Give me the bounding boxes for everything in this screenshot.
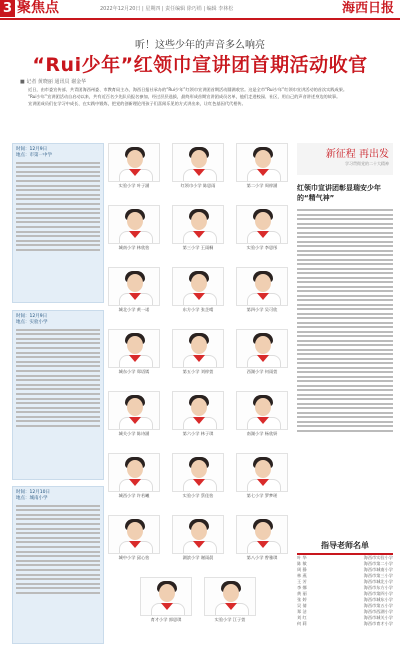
student-portrait — [172, 515, 224, 554]
card-sub: 地点：城南小学 — [16, 496, 48, 501]
card-sub: 地点：市第一中学 — [16, 153, 52, 158]
newspaper-logo: 海西日报 — [341, 1, 394, 16]
card-sub: 地点：实验小学 — [16, 320, 48, 325]
card-title: 时间：12月9日 — [16, 314, 48, 319]
teacher-row — [297, 621, 393, 627]
student-photo — [172, 267, 224, 313]
student-portrait — [236, 515, 288, 554]
lead-text — [20, 87, 380, 109]
teacher-name: 周 静 — [297, 567, 307, 572]
teacher-school: 海西市第三小学 — [363, 573, 393, 578]
student-portrait — [172, 453, 224, 492]
student-caption: 第七小学 罗梦瑶 — [246, 493, 278, 498]
card-text — [16, 505, 100, 594]
student-portrait — [172, 205, 224, 244]
teacher-name: 黄 丽 — [297, 591, 307, 596]
sidebar-subtitle: 学习贯彻党的二十大精神 — [345, 161, 389, 166]
student-caption: 实验小学 李思彤 — [246, 245, 278, 250]
student-photo — [108, 515, 160, 561]
student-caption: 城关小学 陈诗涵 — [118, 431, 150, 436]
student-portrait — [236, 143, 288, 182]
teacher-name: 李 娜 — [297, 585, 307, 590]
student-caption: 第三小学 王雨桐 — [182, 245, 214, 250]
student-caption: 西湖小学 何雨萱 — [246, 369, 278, 374]
student-photo — [108, 205, 160, 251]
page-number: 3 — [0, 0, 15, 17]
sidebar-article — [297, 143, 393, 434]
student-portrait — [236, 205, 288, 244]
student-portrait — [172, 267, 224, 306]
lead-paragraph: 近日，由市委宣传部、共青团海西州委、市教育局主办，海西日报社承办的“Rui少年”红领巾宣讲团首期活动圆满收官。这是全市“Rui少年”红领巾宣讲活动的首次实践成果。 — [28, 87, 348, 92]
student-caption: 实验小学 蔡佳怡 — [182, 493, 214, 498]
student-portrait — [108, 205, 160, 244]
student-photo — [236, 515, 288, 561]
student-photo — [140, 577, 192, 623]
page-header — [0, 0, 400, 20]
student-photo — [236, 205, 288, 251]
sidebar-banner — [297, 143, 393, 175]
student-photo — [172, 515, 224, 561]
student-portrait — [108, 391, 160, 430]
student-caption: 城南小学 林欣怡 — [118, 245, 150, 250]
student-caption: 南湖小学 杨欣妍 — [246, 431, 278, 436]
student-caption: 第五小学 刘梓萱 — [182, 369, 214, 374]
event-card — [12, 310, 104, 480]
student-photo — [172, 391, 224, 437]
teacher-school: 海西市第二小学 — [363, 561, 393, 566]
student-portrait — [172, 143, 224, 182]
student-photo — [236, 391, 288, 437]
student-caption: 东方小学 张芷晴 — [182, 307, 214, 312]
student-caption: 城东小学 郑语嫣 — [118, 369, 150, 374]
student-caption: 实验小学 叶子涵 — [118, 183, 150, 188]
teacher-school: 海西市城东小学 — [363, 597, 393, 602]
teacher-name: 林 燕 — [297, 573, 307, 578]
teacher-school: 海西市西湖小学 — [363, 609, 393, 614]
student-portrait — [172, 391, 224, 430]
student-caption: 第六小学 林子琪 — [182, 431, 214, 436]
student-caption: 第四小学 吴可欣 — [246, 307, 278, 312]
kicker: 听！这些少年的声音多么响亮 — [135, 40, 265, 51]
event-card — [12, 486, 104, 644]
teacher-list-title: 指导老师名单 — [297, 540, 393, 555]
teacher-name: 陈 敏 — [297, 561, 307, 566]
student-photo — [236, 143, 288, 189]
sidebar-brush-title: 新征程 再出发 — [325, 149, 389, 160]
teacher-rows — [297, 555, 393, 627]
lead-paragraph: 宣讲团成员们在学习中成长、在实践中锻炼，把党的创新理论用孩子们喜闻乐见的方式讲出来，让红色基因代代相传。 — [28, 101, 246, 107]
student-caption: 第二小学 周梓涵 — [246, 183, 278, 188]
student-caption: 城西小学 许若曦 — [118, 493, 150, 498]
student-portrait — [236, 391, 288, 430]
headline: “Rui少年”红领巾宣讲团首期活动收官 — [32, 54, 368, 76]
lead-paragraph: “Rui少年”宣讲团活动自启动以来，共有近百名少先队员报名参加，经过层层选拔，最终形成首期宣讲团成员名单，他们走进校园、社区，用自己的声音讲述身边的故事。 — [28, 94, 341, 100]
byline: ■ 记者 黄晓丽 通讯员 谢金华 — [20, 79, 87, 85]
issue-meta: 2022年12月20日 | 星期四 | 责任编辑 徐巧绢 | 编辑 李林松 — [100, 6, 234, 12]
student-caption: 城北小学 黄一诺 — [118, 307, 150, 312]
card-title: 时间：12月10日 — [16, 490, 50, 495]
student-photo — [236, 267, 288, 313]
student-photo — [108, 267, 160, 313]
student-portrait — [108, 329, 160, 368]
teacher-school: 海西市城关小学 — [363, 615, 393, 620]
student-portrait — [236, 329, 288, 368]
student-portrait — [236, 267, 288, 306]
teacher-name: 何 莉 — [297, 621, 307, 626]
student-photo — [108, 391, 160, 437]
teacher-school: 海西市第五小学 — [363, 603, 393, 608]
student-portrait — [108, 267, 160, 306]
teacher-school: 海西市实验小学 — [363, 555, 393, 560]
student-portrait — [140, 577, 192, 616]
student-caption: 红领巾小学 陈思雨 — [180, 183, 216, 188]
teacher-school: 海西市第四小学 — [363, 591, 393, 596]
sidebar-title: 红领巾宣讲团彰显瑞安少年的“精气神” — [297, 184, 381, 202]
student-portrait — [108, 453, 160, 492]
student-photo — [236, 453, 288, 499]
teacher-school: 海西市东方小学 — [363, 585, 393, 590]
section-title: 聚焦点 — [17, 0, 59, 16]
sidebar-text — [297, 209, 393, 432]
student-caption: 实验小学 江子萱 — [214, 617, 246, 622]
teacher-school: 海西市育才小学 — [363, 621, 393, 626]
teacher-school: 海西市城南小学 — [363, 567, 393, 572]
teacher-name: 叶 华 — [297, 555, 307, 560]
card-text — [16, 329, 100, 427]
card-title: 时间：12月9日 — [16, 147, 48, 152]
student-photo — [108, 453, 160, 499]
student-caption: 育才小学 郭思琪 — [150, 617, 182, 622]
student-portrait — [172, 329, 224, 368]
teacher-school: 海西市城北小学 — [363, 579, 393, 584]
student-photo-grid — [108, 143, 293, 643]
student-photo — [172, 329, 224, 375]
teacher-name: 郑 洁 — [297, 609, 307, 614]
student-caption: 城中小学 邱心怡 — [118, 555, 150, 560]
student-portrait — [108, 143, 160, 182]
student-photo — [204, 577, 256, 623]
student-portrait — [204, 577, 256, 616]
event-card — [12, 143, 104, 303]
teacher-name: 王 芳 — [297, 579, 307, 584]
teacher-list — [297, 540, 393, 627]
student-photo — [108, 143, 160, 189]
student-photo — [108, 329, 160, 375]
student-photo — [172, 205, 224, 251]
teacher-name: 张 婷 — [297, 597, 307, 602]
student-photo — [172, 453, 224, 499]
student-portrait — [108, 515, 160, 554]
card-text — [16, 162, 100, 251]
student-photo — [236, 329, 288, 375]
teacher-name: 吴 倩 — [297, 603, 307, 608]
student-caption: 第八小学 曾雅琪 — [246, 555, 278, 560]
student-portrait — [236, 453, 288, 492]
student-caption: 湖滨小学 谢雨晨 — [182, 555, 214, 560]
student-photo — [172, 143, 224, 189]
teacher-name: 刘 红 — [297, 615, 307, 620]
